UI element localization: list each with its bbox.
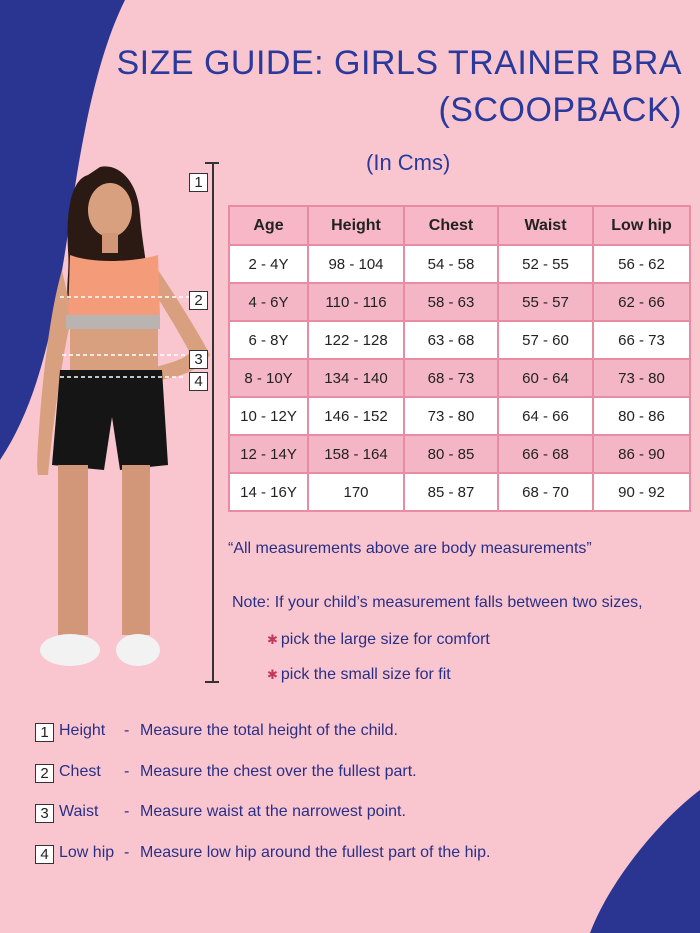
cell-age: 2 - 4Y <box>229 245 308 283</box>
title-line-1: SIZE GUIDE: GIRLS TRAINER BRA <box>116 44 682 82</box>
legend-label: Low hip <box>59 844 115 861</box>
page-title <box>82 40 682 134</box>
cell-low-hip: 73 - 80 <box>593 359 690 397</box>
cell-chest: 73 - 80 <box>404 397 498 435</box>
cell-age: 14 - 16Y <box>229 473 308 511</box>
cell-height: 146 - 152 <box>308 397 404 435</box>
cell-age: 10 - 12Y <box>229 397 308 435</box>
tip-text: pick the small size for fit <box>280 666 451 683</box>
cell-waist: 57 - 60 <box>498 321 593 359</box>
cell-waist: 66 - 68 <box>498 435 593 473</box>
cell-waist: 52 - 55 <box>498 245 593 283</box>
cell-chest: 58 - 63 <box>404 283 498 321</box>
legend-number: 3 <box>35 804 54 823</box>
tip-fit <box>267 666 451 684</box>
legend-label: Chest <box>59 763 101 780</box>
cell-chest: 63 - 68 <box>404 321 498 359</box>
cell-height: 98 - 104 <box>308 245 404 283</box>
unit-label: (In Cms) <box>366 150 451 175</box>
marker-4-low-hip: 4 <box>189 372 208 391</box>
table-row <box>229 321 690 359</box>
cell-low-hip: 56 - 62 <box>593 245 690 283</box>
header-waist: Waist <box>498 206 593 245</box>
cell-chest: 54 - 58 <box>404 245 498 283</box>
legend-label: Height <box>59 722 106 739</box>
legend-text: Measure low hip around the fullest part of the hip. <box>140 844 491 861</box>
table-row <box>229 473 690 511</box>
cell-waist: 55 - 57 <box>498 283 593 321</box>
between-sizes-note: Note: If your child’s measurement falls between two sizes, <box>232 594 643 611</box>
table-row <box>229 397 690 435</box>
ruler-top-tick <box>205 162 219 164</box>
table-row <box>229 283 690 321</box>
header-height: Height <box>308 206 404 245</box>
header-chest: Chest <box>404 206 498 245</box>
header-low-hip: Low hip <box>593 206 690 245</box>
cell-low-hip: 90 - 92 <box>593 473 690 511</box>
bottom-right-wave <box>590 790 700 933</box>
tip-text: pick the large size for comfort <box>280 631 490 648</box>
cell-age: 8 - 10Y <box>229 359 308 397</box>
table-header-row <box>229 206 690 245</box>
cell-chest: 80 - 85 <box>404 435 498 473</box>
marker-2-chest: 2 <box>189 291 208 310</box>
cell-low-hip: 86 - 90 <box>593 435 690 473</box>
cell-chest: 68 - 73 <box>404 359 498 397</box>
child-model-image <box>0 155 240 685</box>
legend-item-low-hip: 4 Low hip - Measure low hip around the fullest part of the hip. <box>35 844 490 864</box>
legend-text: Measure the total height of the child. <box>140 722 398 739</box>
legend-number: 1 <box>35 723 54 742</box>
height-ruler <box>212 162 214 682</box>
cell-waist: 68 - 70 <box>498 473 593 511</box>
cell-age: 12 - 14Y <box>229 435 308 473</box>
asterisk-icon: ✱ <box>267 667 278 682</box>
cell-height: 134 - 140 <box>308 359 404 397</box>
legend-label: Waist <box>59 803 99 820</box>
cell-height: 122 - 128 <box>308 321 404 359</box>
cell-chest: 85 - 87 <box>404 473 498 511</box>
cell-height: 170 <box>308 473 404 511</box>
cell-height: 158 - 164 <box>308 435 404 473</box>
cell-waist: 60 - 64 <box>498 359 593 397</box>
legend-text: Measure waist at the narrowest point. <box>140 803 406 820</box>
marker-1-height: 1 <box>189 173 208 192</box>
cell-age: 4 - 6Y <box>229 283 308 321</box>
cell-low-hip: 62 - 66 <box>593 283 690 321</box>
table-row <box>229 359 690 397</box>
cell-height: 110 - 116 <box>308 283 404 321</box>
asterisk-icon: ✱ <box>267 632 278 647</box>
title-line-2: (SCOOPBACK) <box>438 91 682 129</box>
cell-low-hip: 66 - 73 <box>593 321 690 359</box>
ruler-bottom-tick <box>205 681 219 683</box>
legend-number: 2 <box>35 764 54 783</box>
legend-text: Measure the chest over the fullest part. <box>140 763 417 780</box>
cell-low-hip: 80 - 86 <box>593 397 690 435</box>
legend-item-waist: 3 Waist - Measure waist at the narrowest point. <box>35 803 406 823</box>
header-age: Age <box>229 206 308 245</box>
size-chart-table <box>228 205 691 512</box>
cell-waist: 64 - 66 <box>498 397 593 435</box>
legend-item-chest: 2 Chest - Measure the chest over the fullest part. <box>35 763 417 783</box>
legend-number: 4 <box>35 845 54 864</box>
marker-3-waist: 3 <box>189 350 208 369</box>
table-row <box>229 435 690 473</box>
tip-comfort <box>267 631 490 649</box>
legend-item-height: 1 Height - Measure the total height of the child. <box>35 722 398 742</box>
cell-age: 6 - 8Y <box>229 321 308 359</box>
table-row <box>229 245 690 283</box>
body-measurement-note: “All measurements above are body measurements” <box>228 540 592 557</box>
